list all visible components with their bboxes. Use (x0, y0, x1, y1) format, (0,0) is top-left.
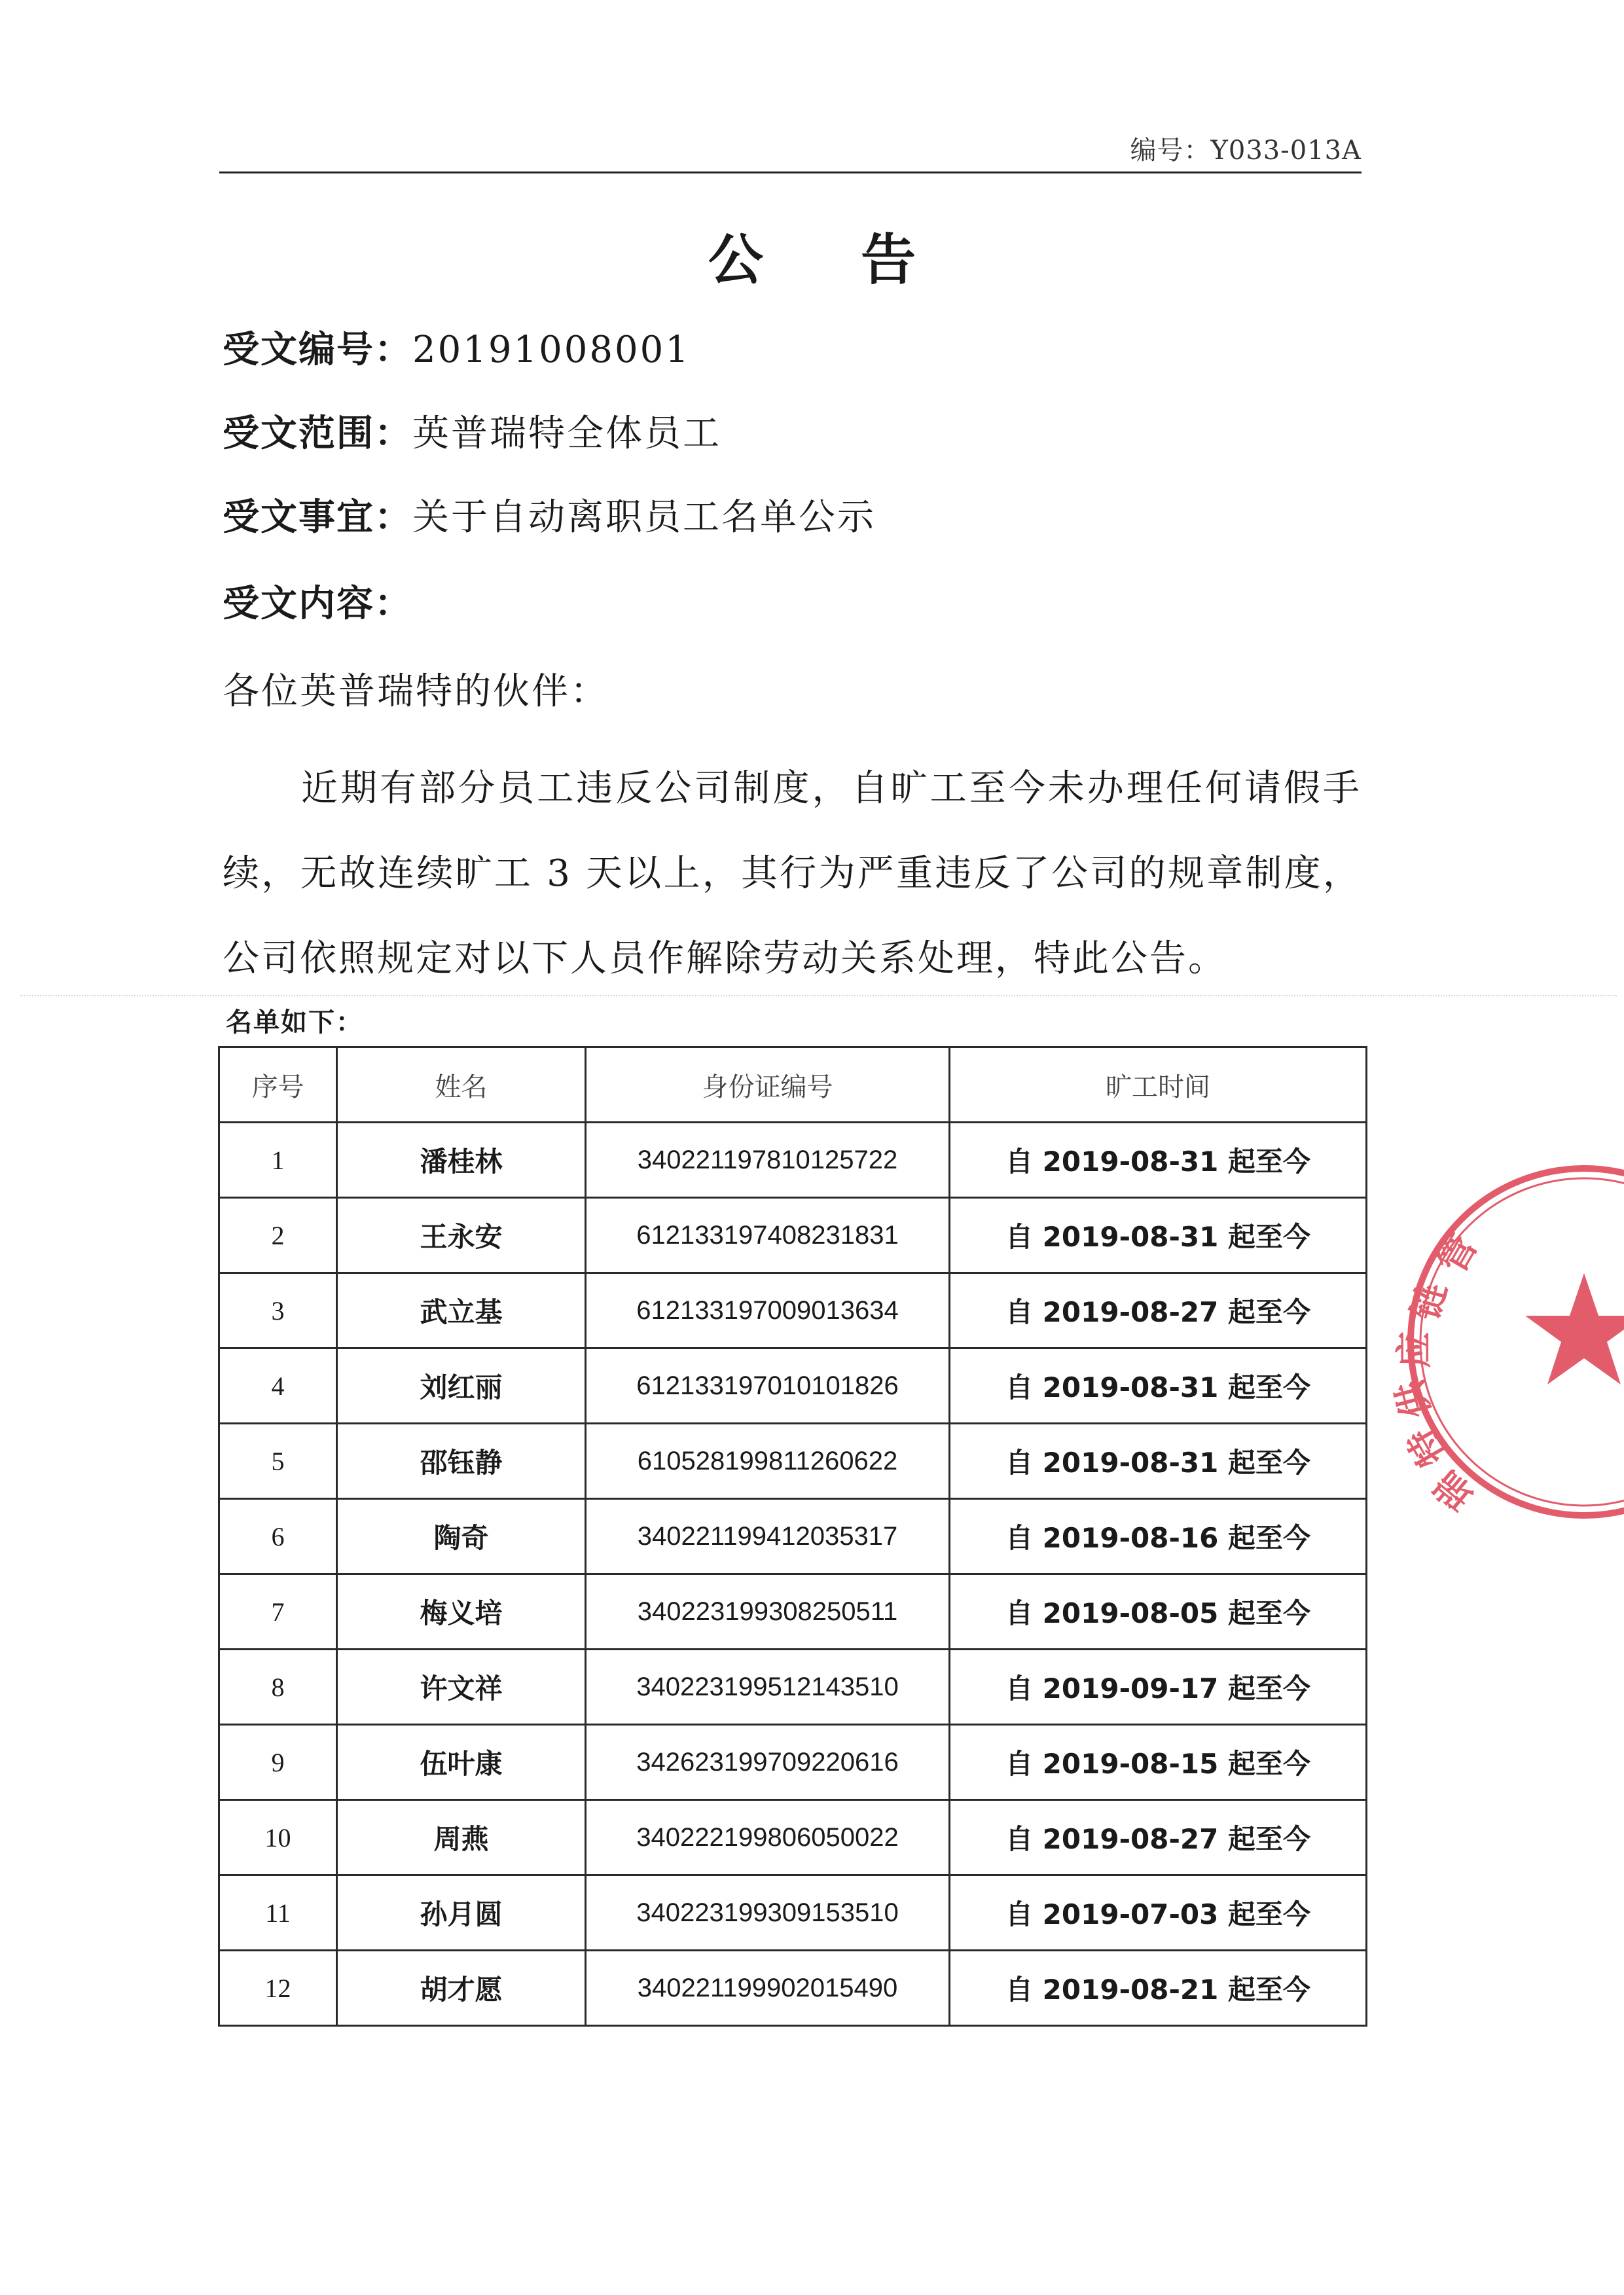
svg-text:管: 管 (1430, 1228, 1487, 1281)
header-rule (219, 172, 1362, 173)
table-row (219, 1424, 1367, 1499)
company-seal (1388, 1159, 1623, 1525)
field-content (223, 575, 412, 627)
field-scope (223, 405, 721, 457)
table-row (219, 1800, 1367, 1875)
svg-text:应: 应 (1394, 1331, 1436, 1368)
employee-table (218, 1046, 1367, 2027)
table-row (219, 1348, 1367, 1424)
table-row (219, 1499, 1367, 1574)
id-number-cell: 342623199709220616 (586, 1725, 950, 1800)
name-cell: 潘桂林 (337, 1123, 586, 1198)
svg-text:特: 特 (1399, 1420, 1455, 1473)
table-header-row (219, 1047, 1367, 1123)
table-row (219, 1574, 1367, 1650)
absence-period-cell: 自 2019-08-21 起至今 (950, 1951, 1367, 2026)
absence-period-cell: 自 2019-09-17 起至今 (950, 1650, 1367, 1725)
name-cell: 陶奇 (337, 1499, 586, 1574)
greeting: 各位英普瑞特的伙伴： (223, 670, 609, 713)
name-cell: 许文祥 (337, 1650, 586, 1725)
table-row (219, 1875, 1367, 1951)
seq-cell: 5 (219, 1424, 337, 1499)
seq-cell: 12 (219, 1951, 337, 2026)
seq-cell: 3 (219, 1273, 337, 1348)
seq-cell: 1 (219, 1123, 337, 1198)
table-row (219, 1273, 1367, 1348)
field-doc-id-label: 受文编号： (223, 329, 412, 371)
absence-period-cell: 自 2019-08-31 起至今 (950, 1198, 1367, 1273)
id-number-cell: 340221199412035317 (586, 1499, 950, 1574)
name-cell: 周燕 (337, 1800, 586, 1875)
id-number-cell: 340223199309153510 (586, 1875, 950, 1951)
id-number-cell: 340221197810125722 (586, 1123, 950, 1198)
svg-text:供: 供 (1388, 1376, 1439, 1423)
body-paragraph: 近期有部分员工违反公司制度，自旷工至今未办理任何请假手续，无故连续旷工 3 天以上，其行为严重违反了公司的规章制度，公司依照规定对以下人员作解除劳动关系处理，特此公告。 (223, 767, 1362, 980)
header-absence-period: 旷工时间 (950, 1047, 1367, 1123)
absence-period-cell: 自 2019-08-27 起至今 (950, 1800, 1367, 1875)
name-cell: 孙月圆 (337, 1875, 586, 1951)
document-number: 编号：Y033-013A (1130, 136, 1362, 166)
absence-period-cell: 自 2019-08-31 起至今 (950, 1348, 1367, 1424)
field-scope-label: 受文范围： (223, 412, 412, 455)
table-body (219, 1123, 1367, 2026)
absence-period-cell: 自 2019-08-31 起至今 (950, 1424, 1367, 1499)
name-cell: 邵钰静 (337, 1424, 586, 1499)
header-id-number: 身份证编号 (586, 1047, 950, 1123)
name-cell: 伍叶康 (337, 1725, 586, 1800)
absence-period-cell: 自 2019-08-31 起至今 (950, 1123, 1367, 1198)
field-subject (223, 488, 876, 541)
header-name: 姓名 (337, 1047, 586, 1123)
id-number-cell: 340221199902015490 (586, 1951, 950, 2026)
table-row (219, 1650, 1367, 1725)
table-row (219, 1951, 1367, 2026)
absence-period-cell: 自 2019-08-16 起至今 (950, 1499, 1367, 1574)
seal-star-icon (1525, 1273, 1624, 1384)
document-title: 公 告 (708, 228, 956, 292)
field-doc-id-value: 20191008001 (412, 329, 691, 371)
id-number-cell: 340223199308250511 (586, 1574, 950, 1650)
field-content-label: 受文内容： (223, 583, 412, 625)
id-number-cell: 612133197010101826 (586, 1348, 950, 1424)
table-row (219, 1198, 1367, 1273)
name-cell: 王永安 (337, 1198, 586, 1273)
list-label: 名单如下： (226, 1007, 363, 1038)
svg-text:链: 链 (1404, 1278, 1456, 1325)
seq-cell: 11 (219, 1875, 337, 1951)
field-doc-id (223, 321, 691, 373)
seq-cell: 8 (219, 1650, 337, 1725)
id-number-cell: 612133197009013634 (586, 1273, 950, 1348)
seq-cell: 9 (219, 1725, 337, 1800)
table-row (219, 1725, 1367, 1800)
seq-cell: 10 (219, 1800, 337, 1875)
name-cell: 武立基 (337, 1273, 586, 1348)
seq-cell: 6 (219, 1499, 337, 1574)
table-row (219, 1123, 1367, 1198)
absence-period-cell: 自 2019-08-15 起至今 (950, 1725, 1367, 1800)
id-number-cell: 610528199811260622 (586, 1424, 950, 1499)
field-subject-value: 关于自动离职员工名单公示 (412, 496, 876, 539)
header-seq: 序号 (219, 1047, 337, 1123)
id-number-cell: 340223199512143510 (586, 1650, 950, 1725)
absence-period-cell: 自 2019-08-05 起至今 (950, 1574, 1367, 1650)
svg-text:瑞: 瑞 (1426, 1462, 1482, 1519)
name-cell: 胡才愿 (337, 1951, 586, 2026)
absence-period-cell: 自 2019-08-27 起至今 (950, 1273, 1367, 1348)
id-number-cell: 612133197408231831 (586, 1198, 950, 1273)
seq-cell: 4 (219, 1348, 337, 1424)
absence-period-cell: 自 2019-07-03 起至今 (950, 1875, 1367, 1951)
field-scope-value: 英普瑞特全体员工 (412, 412, 721, 455)
name-cell: 梅义培 (337, 1574, 586, 1650)
field-subject-label: 受文事宜： (223, 496, 412, 539)
name-cell: 刘红丽 (337, 1348, 586, 1424)
id-number-cell: 340222199806050022 (586, 1800, 950, 1875)
scan-artifact-line (20, 995, 1617, 996)
seq-cell: 7 (219, 1574, 337, 1650)
seq-cell: 2 (219, 1198, 337, 1273)
